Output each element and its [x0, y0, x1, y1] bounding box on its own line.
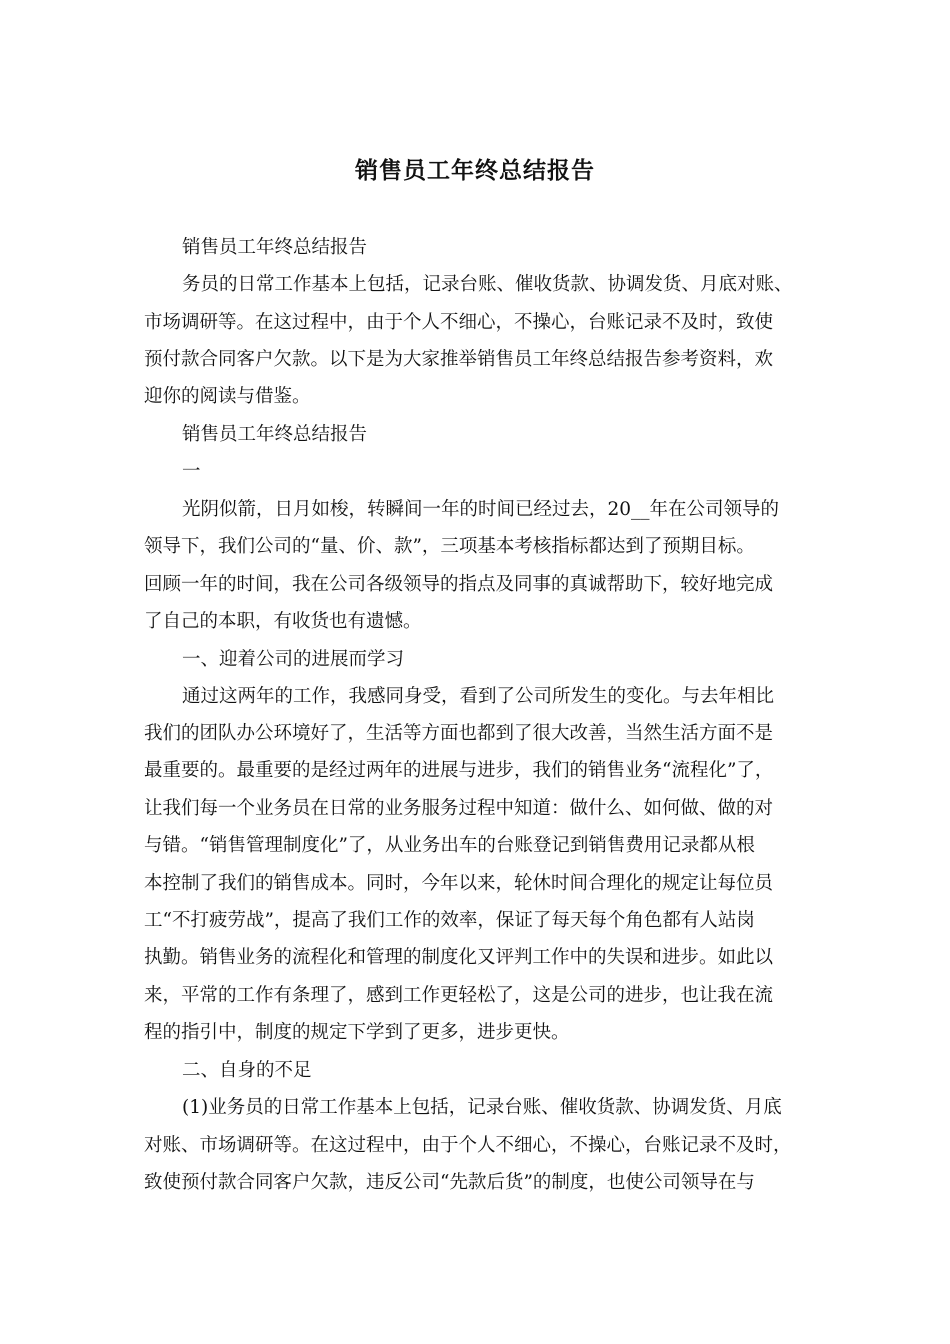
- text-line: 一: [182, 461, 201, 482]
- text-line: 一、迎着公司的进展而学习: [182, 649, 405, 670]
- text-line: 务员的日常工作基本上包括，记录台账、催收货款、协调发货、月底对账、: [182, 274, 793, 295]
- text-line: 程的指引中，制度的规定下学到了更多，进步更快。: [144, 1022, 570, 1043]
- document-title: 销售员工年终总结报告: [355, 157, 595, 184]
- text-line: 让我们每一个业务员在日常的业务服务过程中知道：做什么、如何做、做的对: [144, 798, 774, 819]
- text-line: 执勤。销售业务的流程化和管理的制度化又评判工作中的失误和进步。如此以: [144, 947, 774, 968]
- text-line: 我们的团队办公环境好了，生活等方面也都到了很大改善，当然生活方面不是: [144, 723, 774, 744]
- text-line: 本控制了我们的销售成本。同时，今年以来，轮休时间合理化的规定让每位员: [144, 873, 774, 894]
- text-line: 光阴似箭，日月如梭，转瞬间一年的时间已经过去，20__年在公司领导的: [182, 499, 780, 520]
- text-line: 领导下，我们公司的“量、价、款”，三项基本考核指标都达到了预期目标。: [144, 536, 755, 557]
- text-line: 二、自身的不足: [182, 1060, 312, 1081]
- text-line: (1)业务员的日常工作基本上包括，记录台账、催收货款、协调发货、月底: [182, 1097, 782, 1118]
- text-line: 销售员工年终总结报告: [182, 424, 368, 445]
- text-line: 来，平常的工作有条理了，感到工作更轻松了，这是公司的进步，也让我在流: [144, 985, 774, 1006]
- text-line: 销售员工年终总结报告: [182, 237, 368, 258]
- text-line: 了自己的本职，有收货也有遗憾。: [144, 611, 422, 632]
- text-line: 致使预付款合同客户欠款，违反公司“先款后货”的制度，也使公司领导在与: [144, 1172, 755, 1193]
- text-line: 市场调研等。在这过程中，由于个人不细心，不操心，台账记录不及时，致使: [144, 312, 774, 333]
- text-line: 迎你的阅读与借鉴。: [144, 386, 311, 407]
- text-line: 回顾一年的时间，我在公司各级领导的指点及同事的真诚帮助下，较好地完成: [144, 574, 774, 595]
- text-line: 最重要的。最重要的是经过两年的进展与进步，我们的销售业务“流程化”了，: [144, 760, 774, 781]
- text-line: 预付款合同客户欠款。以下是为大家推举销售员工年终总结报告参考资料，欢: [144, 349, 774, 370]
- text-line: 工“不打疲劳战”，提高了我们工作的效率，保证了每天每个角色都有人站岗: [144, 910, 755, 931]
- text-line: 与错。“销售管理制度化”了，从业务出车的台账登记到销售费用记录都从根: [144, 835, 755, 856]
- text-line: 通过这两年的工作，我感同身受，看到了公司所发生的变化。与去年相比: [182, 686, 775, 707]
- text-line: 对账、市场调研等。在这过程中，由于个人不细心，不操心，台账记录不及时，: [144, 1135, 792, 1156]
